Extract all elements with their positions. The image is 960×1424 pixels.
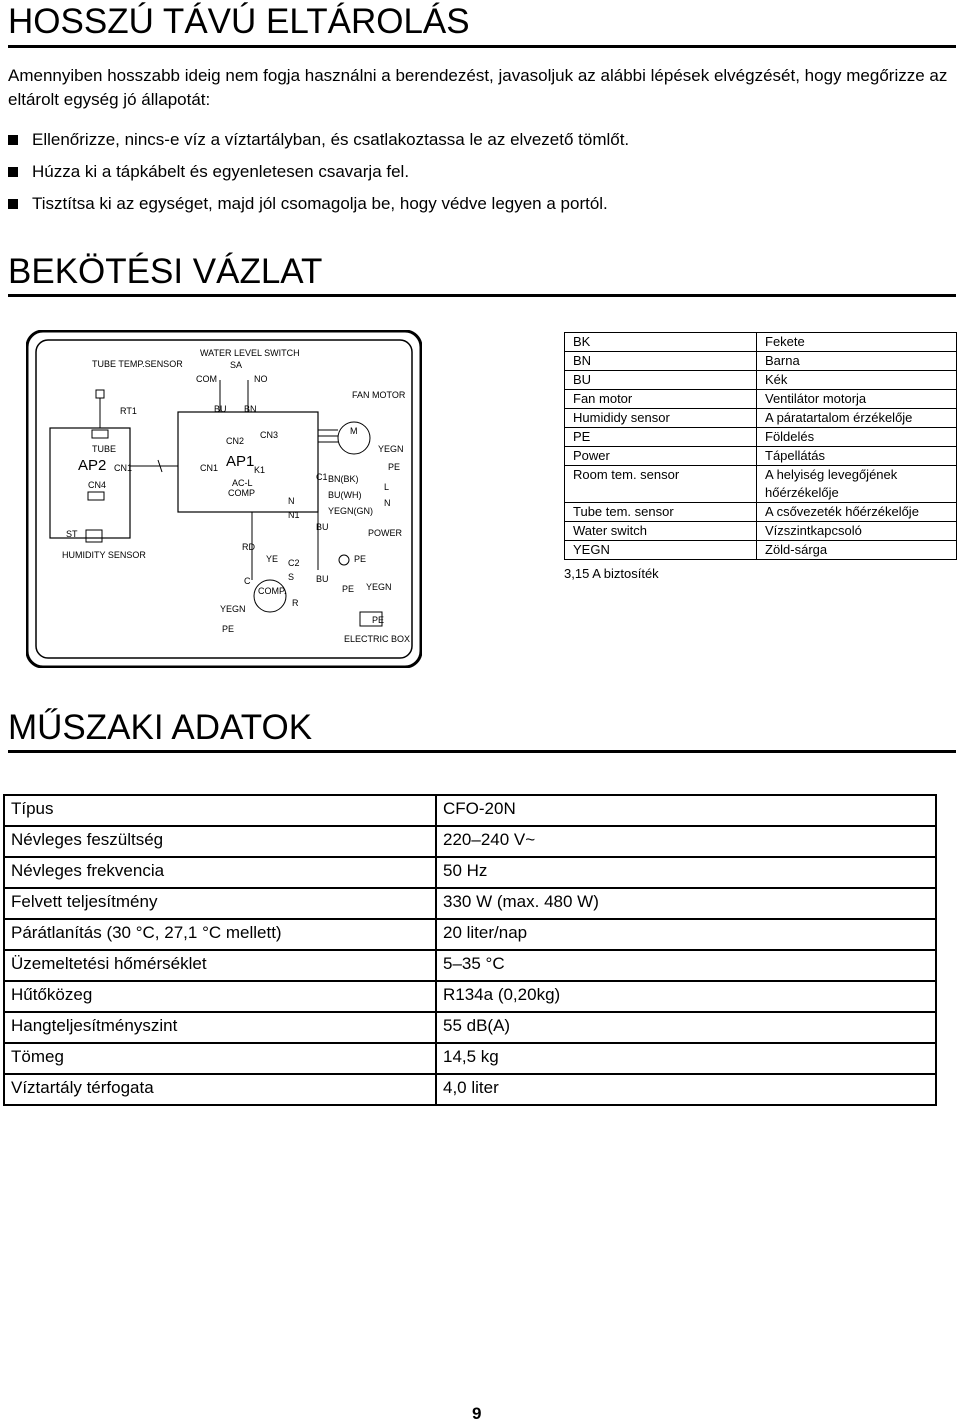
spec-row-label: Típus: [4, 795, 436, 826]
spec-row: [4, 1012, 936, 1043]
spec-row-label: Névleges frekvencia: [4, 857, 436, 888]
rd-label: RD: [242, 542, 255, 552]
spec-row-label: Hangteljesítményszint: [4, 1012, 436, 1043]
c1-label: C1: [316, 472, 328, 482]
spec-row-value: 220–240 V~: [436, 826, 936, 857]
n-label: N: [288, 496, 295, 506]
cn3-label: CN3: [260, 430, 279, 440]
spec-row-value: R134a (0,20kg): [436, 981, 936, 1012]
comp-terminal-label: COMP: [228, 488, 255, 498]
tube-label: TUBE: [92, 444, 117, 454]
legend-row: [565, 541, 957, 560]
ap1-label: AP1: [226, 453, 255, 470]
ye-label: YE: [266, 554, 279, 564]
pe-electric-box-label: PE: [372, 615, 385, 625]
yegn-box-label: YEGN: [366, 582, 392, 592]
legend-row-value: Tápellátás: [757, 447, 957, 466]
compressor-icon: [254, 580, 286, 612]
page-number: 9: [472, 1404, 482, 1423]
fuse-note: 3,15 A biztosíték: [564, 566, 659, 581]
spec-row-label: Tömeg: [4, 1043, 436, 1074]
storage-bullet-list: [8, 126, 629, 222]
legend-row-label: Humididy sensor: [565, 409, 757, 428]
spec-row-value: 20 liter/nap: [436, 919, 936, 950]
yegn-gn-label: YEGN(GN): [328, 506, 373, 516]
specs-table: [3, 794, 937, 1106]
c-label: C: [244, 576, 251, 586]
square-bullet-icon: [8, 135, 18, 145]
spec-row-value: 330 W (max. 480 W): [436, 888, 936, 919]
legend-row: [565, 503, 957, 522]
spec-row-label: Üzemeltetési hőmérséklet: [4, 950, 436, 981]
yegn-comp-label: YEGN: [220, 604, 246, 614]
legend-row: [565, 371, 957, 390]
sa-label: SA: [230, 360, 243, 370]
bn-bk-label: BN(BK): [328, 474, 359, 484]
list-item: [8, 190, 629, 222]
spec-row: [4, 950, 936, 981]
m-label: M: [350, 426, 358, 436]
legend-row-label: Fan motor: [565, 390, 757, 409]
spec-row-label: Párátlanítás (30 °C, 27,1 °C mellett): [4, 919, 436, 950]
legend-row-value: Zöld-sárga: [757, 541, 957, 560]
n1-label: N1: [288, 510, 300, 520]
legend-row: [565, 428, 957, 447]
square-bullet-icon: [8, 167, 18, 177]
wiring-diagram: [26, 330, 422, 668]
cn1-ap1-label: CN1: [200, 463, 219, 473]
spec-row: [4, 795, 936, 826]
legend-row-value: A csővezeték hőérzékelője: [757, 503, 957, 522]
st-label: ST: [66, 529, 78, 539]
s-label: S: [288, 572, 295, 582]
spec-row: [4, 826, 936, 857]
legend-row: [565, 522, 957, 541]
bu-comp-label: BU: [316, 574, 329, 584]
cn4-connector-icon: [88, 492, 104, 500]
storage-intro: Amennyiben hosszabb ideig nem fogja használni a berendezést, javasoljuk az alábbi lépések elvégzését, hogy megőrizze az eltárolt egység jó állapotát:: [8, 66, 948, 109]
power-label: POWER: [368, 528, 403, 538]
tube-temp-sensor-label: TUBE TEMP.SENSOR: [92, 359, 183, 369]
tube-connector-icon: [92, 430, 108, 438]
cn4-label: CN4: [88, 480, 107, 490]
bullet-text: Tisztítsa ki az egységet, majd jól csomagolja be, hogy védve legyen a portól.: [32, 194, 608, 213]
comp-label: COMP.: [258, 586, 287, 596]
legend-row-label: YEGN: [565, 541, 757, 560]
com-label: COM: [196, 374, 217, 384]
electric-box-label: ELECTRIC BOX: [344, 634, 411, 644]
bu-power-label: BU: [316, 522, 329, 532]
section-rule: [8, 750, 956, 753]
storage-title: HOSSZÚ TÁVÚ ELTÁROLÁS: [8, 2, 470, 41]
legend-row-value: Barna: [757, 352, 957, 371]
square-bullet-icon: [8, 199, 18, 209]
spec-row-label: Névleges feszültség: [4, 826, 436, 857]
water-level-switch-label: WATER LEVEL SWITCH: [200, 348, 300, 358]
spec-row-value: CFO-20N: [436, 795, 936, 826]
ac-l-label: AC-L: [232, 478, 253, 488]
bu-wh-label: BU(WH): [328, 490, 362, 500]
spec-row-value: 4,0 liter: [436, 1074, 936, 1105]
humidity-sensor-icon: [86, 530, 102, 542]
cn2-label: CN2: [226, 436, 245, 446]
diagram-frame: [27, 331, 421, 667]
legend-row-label: Power: [565, 447, 757, 466]
n-power-label: N: [384, 498, 391, 508]
legend-row: [565, 333, 957, 352]
k1-label: K1: [254, 465, 266, 475]
legend-row-value: A páratartalom érzékelője: [757, 409, 957, 428]
spec-row: [4, 888, 936, 919]
legend-row-label: BK: [565, 333, 757, 352]
spec-row-value: 50 Hz: [436, 857, 936, 888]
legend-row: [565, 352, 957, 371]
c2-label: C2: [288, 558, 300, 568]
spec-row-value: 14,5 kg: [436, 1043, 936, 1074]
pe-comp-label: PE: [222, 624, 235, 634]
spec-row-value: 55 dB(A): [436, 1012, 936, 1043]
legend-row-value: A helyiség levegőjének hőérzékelője: [757, 466, 957, 503]
legend-row-label: Tube tem. sensor: [565, 503, 757, 522]
section-rule: [8, 45, 956, 48]
pe-box-label: PE: [342, 584, 355, 594]
section-rule: [8, 294, 956, 297]
legend-row-value: Vízszintkapcsoló: [757, 522, 957, 541]
bn-label: BN: [244, 404, 257, 414]
legend-row-value: Földelés: [757, 428, 957, 447]
pe-power-label: PE: [354, 554, 367, 564]
bullet-text: Ellenőrizze, nincs-e víz a víztartályban, és csatlakoztassa le az elvezető tömlőt.: [32, 130, 630, 149]
tech-title: MŰSZAKI ADATOK: [8, 708, 313, 747]
bullet-text: Húzza ki a tápkábelt és egyenletesen csavarja fel.: [32, 162, 410, 181]
bu-label: BU: [214, 404, 227, 414]
spec-row-label: Felvett teljesítmény: [4, 888, 436, 919]
legend-row: [565, 447, 957, 466]
legend-row-value: Kék: [757, 371, 957, 390]
l-label: L: [384, 482, 390, 492]
legend-row: [565, 409, 957, 428]
legend-row: [565, 466, 957, 503]
fan-motor-label: FAN MOTOR: [352, 390, 406, 400]
list-item: [8, 158, 629, 190]
spec-row-value: 5–35 °C: [436, 950, 936, 981]
list-item: [8, 126, 629, 158]
spec-row: [4, 919, 936, 950]
legend-row-value: Fekete: [757, 333, 957, 352]
legend-row-label: BN: [565, 352, 757, 371]
ap2-label: AP2: [78, 457, 107, 474]
legend-row-label: Water switch: [565, 522, 757, 541]
rt1-label: RT1: [120, 406, 137, 416]
legend-table: [564, 332, 957, 560]
legend-row-label: BU: [565, 371, 757, 390]
legend-row-label: Room tem. sensor: [565, 466, 757, 503]
spec-row: [4, 1074, 936, 1105]
legend-row-value: Ventilátor motorja: [757, 390, 957, 409]
spec-row: [4, 981, 936, 1012]
ground-terminal-icon: [339, 555, 349, 565]
spec-row: [4, 1043, 936, 1074]
humidity-sensor-label: HUMIDITY SENSOR: [62, 550, 146, 560]
tube-sensor-icon: [96, 390, 104, 398]
legend-row-label: PE: [565, 428, 757, 447]
yegn-fan-label: YEGN: [378, 444, 404, 454]
cn1-ap2-label: CN1: [114, 463, 133, 473]
spec-row-label: Hűtőközeg: [4, 981, 436, 1012]
spec-row: [4, 857, 936, 888]
r-label: R: [292, 598, 299, 608]
wiring-title: BEKÖTÉSI VÁZLAT: [8, 252, 323, 291]
no-label: NO: [254, 374, 268, 384]
pe-fan-label: PE: [388, 462, 401, 472]
legend-row: [565, 390, 957, 409]
spec-row-label: Víztartály térfogata: [4, 1074, 436, 1105]
